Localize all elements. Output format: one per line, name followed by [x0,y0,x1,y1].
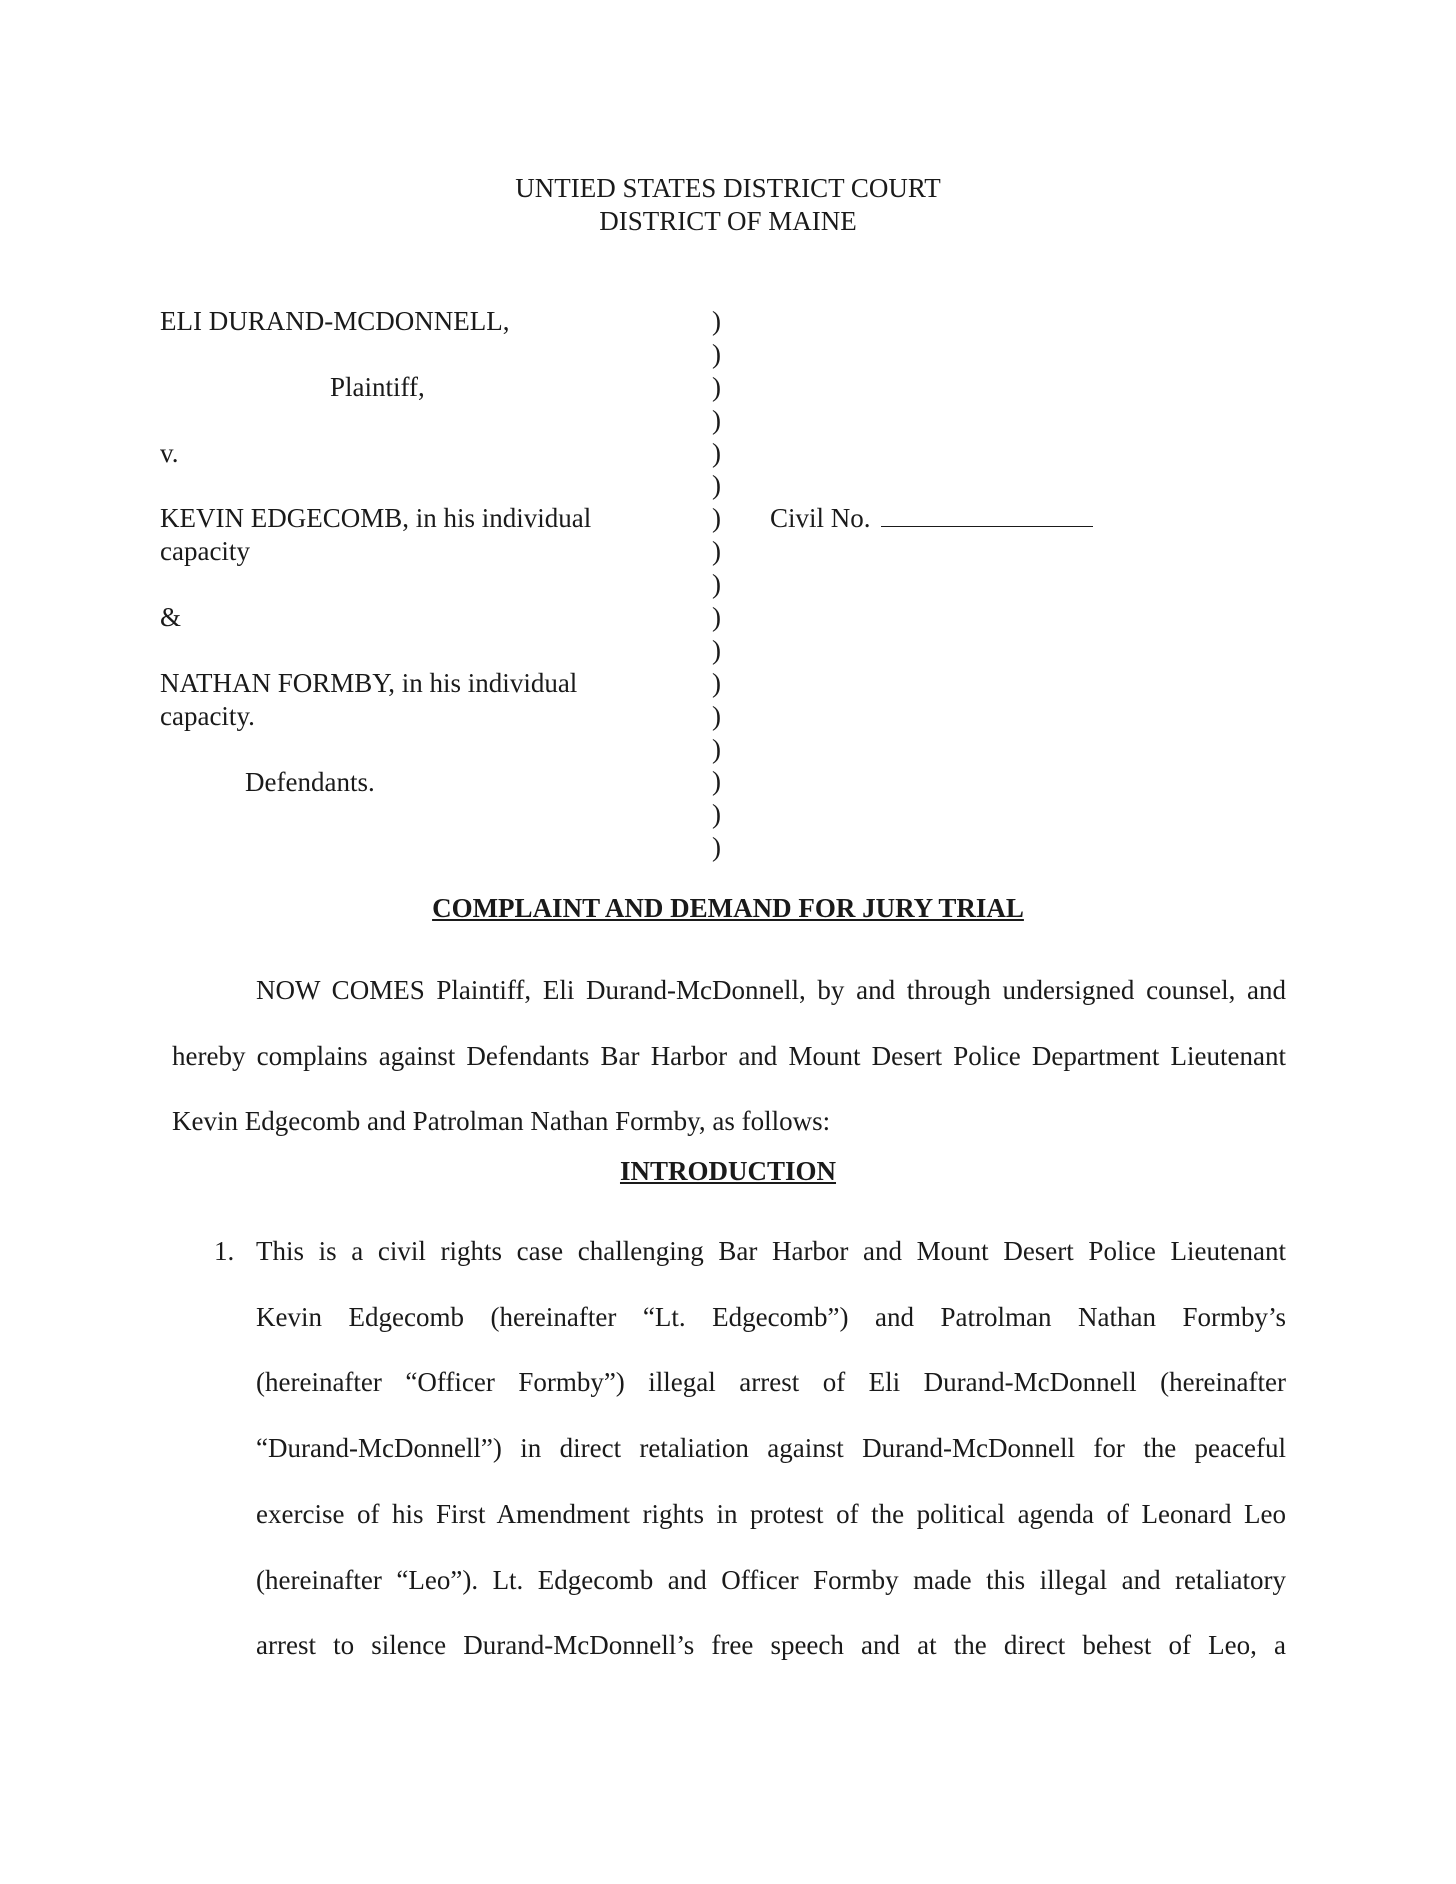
ampersand: & [160,602,182,632]
caption-paren: ) [712,602,721,633]
caption-paren: ) [712,832,721,863]
caption-paren: ) [712,338,721,369]
caption-paren: ) [712,569,721,600]
paragraph-line: exercise of his First Amendment rights in protest of the political agenda of Leonard Leo [256,1498,1286,1529]
paragraph-line: This is a civil rights case challenging Bar Harbor and Mount Desert Police Lieutenant [256,1236,1286,1266]
caption-paren: ) [712,536,721,567]
paragraph-line: “Durand-McDonnell”) in direct retaliation against Durand-McDonnell for the peaceful [256,1433,1286,1464]
civil-number-blank [881,502,1093,527]
defendants-role: Defendants. [245,767,375,797]
plaintiff-role: Plaintiff, [330,372,425,402]
opening-paragraph [172,958,1286,1155]
opening-line: Kevin Edgecomb and Patrolman Nathan Formby, as follows: [172,1106,831,1136]
paragraph-line: (hereinafter “Officer Formby”) illegal arrest of Eli Durand-McDonnell (hereinafter [256,1367,1286,1398]
opening-line: hereby complains against Defendants Bar Harbor and Mount Desert Police Department Lieutenant [172,1040,1286,1071]
defendant-1-line-2: capacity [160,536,250,566]
caption-paren: ) [712,371,721,402]
caption-paren: ) [712,437,721,468]
civil-number-field [770,502,1093,535]
court-header [0,172,1456,238]
opening-line: NOW COMES Plaintiff, Eli Durand-McDonnell, by and through undersigned counsel, and [256,975,1286,1005]
plaintiff-name: ELI DURAND-MCDONNELL, [160,306,510,336]
document-title: COMPLAINT AND DEMAND FOR JURY TRIAL [432,893,1024,923]
defendant-2-line-1: NATHAN FORMBY, in his individual [160,668,578,698]
caption-parenthesis-column [712,305,721,864]
caption-paren: ) [712,470,721,501]
caption-paren: ) [712,306,721,336]
caption-paren: ) [712,503,721,534]
paragraph-line: arrest to silence Durand-McDonnell’s free speech and at the direct behest of Leo, a [256,1630,1286,1661]
caption-paren: ) [712,700,721,731]
paragraph-number: 1. [214,1236,235,1266]
defendant-2-line-2: capacity. [160,701,255,731]
caption-paren: ) [712,766,721,797]
caption-paren: ) [712,634,721,665]
defendant-1-line-1: KEVIN EDGECOMB, in his individual [160,503,592,533]
court-name: UNTIED STATES DISTRICT COURT [515,173,941,203]
caption-paren: ) [712,404,721,435]
caption-paren: ) [712,799,721,830]
paragraph-line: Kevin Edgecomb (hereinafter “Lt. Edgecomb”) and Patrolman Nathan Formby’s [256,1301,1286,1332]
caption-paren: ) [712,733,721,764]
paragraph-body [256,1219,1286,1679]
versus-label: v. [160,438,179,468]
section-heading-introduction: INTRODUCTION [619,1156,837,1186]
civil-number-label: Civil No. [770,503,871,533]
court-district: DISTRICT OF MAINE [599,206,857,236]
paragraph-line: (hereinafter “Leo”). Lt. Edgecomb and Officer Formby made this illegal and retaliatory [256,1564,1286,1595]
caption-paren: ) [712,667,721,698]
